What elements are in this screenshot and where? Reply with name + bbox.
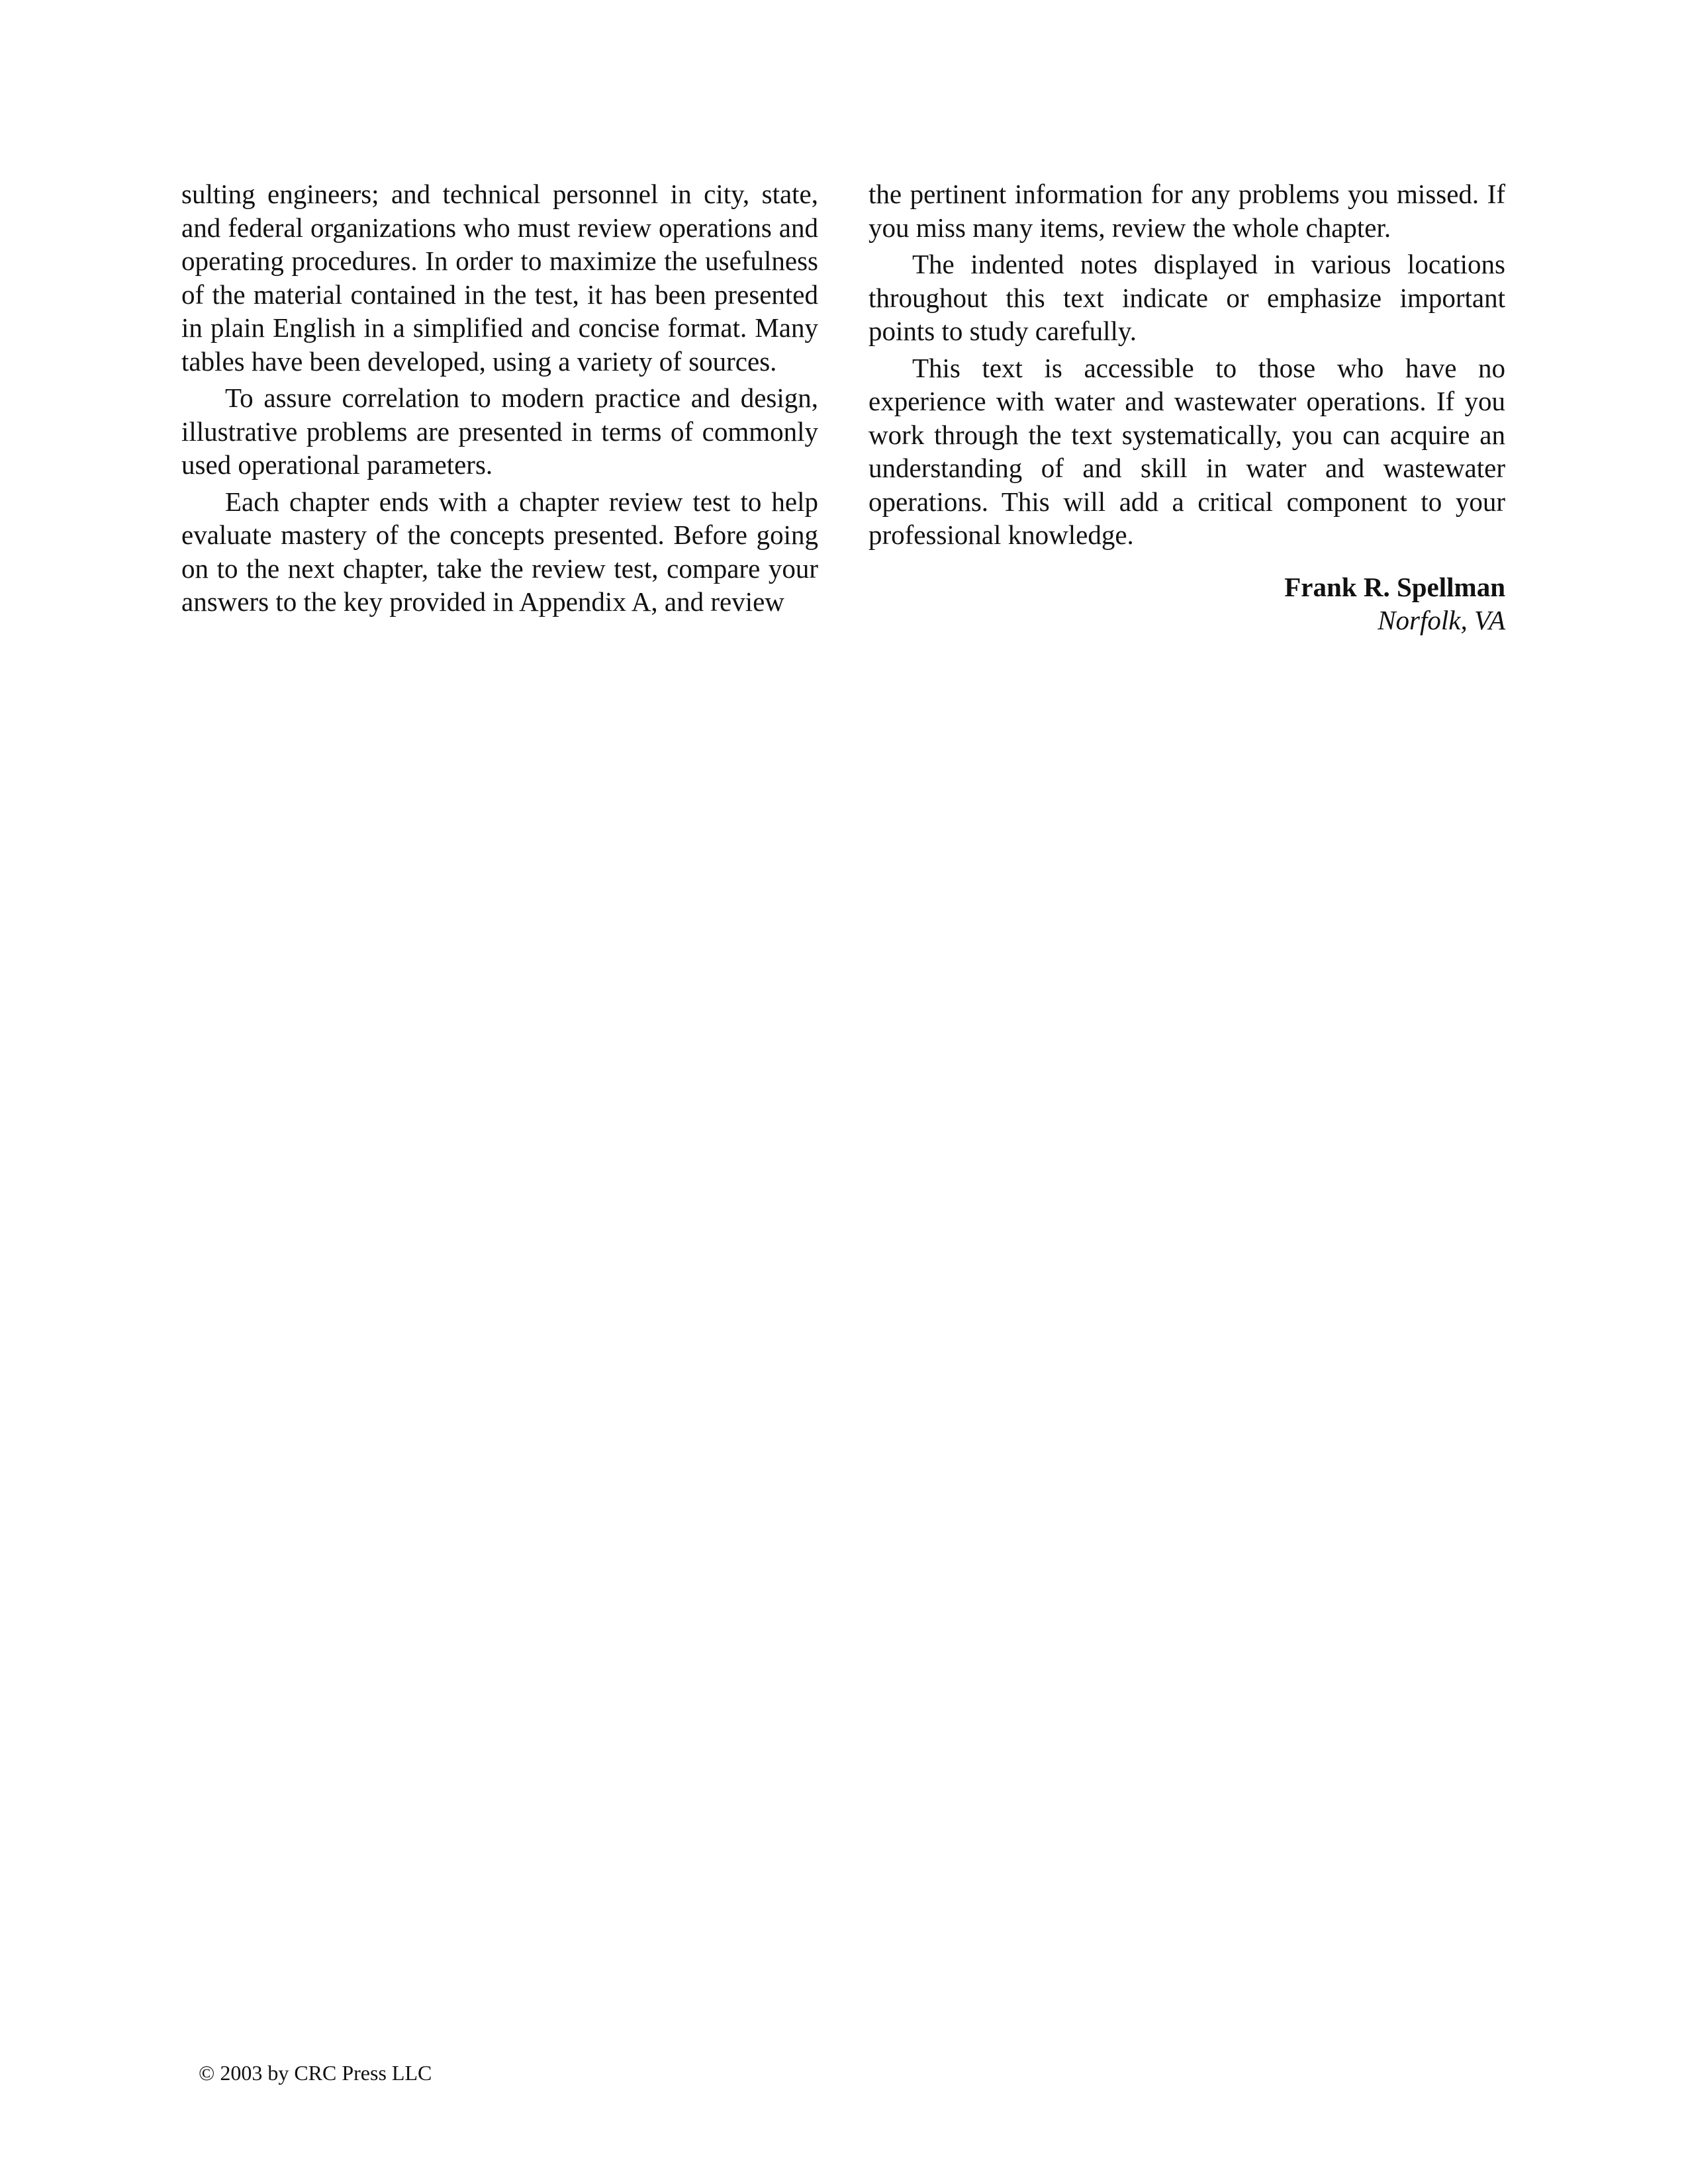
left-paragraph-1: sulting engineers; and technical personnel in city, state, and federal organizations who must review operations and operating procedures. In order to maximize the usefulness of the material contained in the test, it has been presented in plain English in a simplified and concise format. Many tables have been developed, using a variety of sources.	[181, 179, 818, 377]
right-column	[868, 177, 1505, 637]
right-paragraph-3: This text is accessible to those who have no experience with water and wastewater operations. If you work through the text systematically, you can acquire an understanding of and skill in water and wastewater operations. This will add a critical component to your professional knowledge.	[868, 352, 1505, 550]
author-signature	[868, 570, 1505, 637]
right-paragraph-1: the pertinent information for any problems you missed. If you miss many items, review the whole chapter.	[868, 179, 1505, 243]
author-name: Frank R. Spellman	[1284, 571, 1505, 602]
author-location: Norfolk, VA	[1378, 605, 1505, 635]
left-paragraph-3: Each chapter ends with a chapter review test to help evaluate mastery of the concepts presented. Before going on to the next chapter, take the review test, compare your answers to the key provided in Appendix A, and review	[181, 486, 818, 617]
right-paragraph-2: The indented notes displayed in various locations throughout this text indicate or emphasize important points to study carefully.	[868, 249, 1505, 346]
left-column	[181, 177, 818, 622]
left-paragraph-2: To assure correlation to modern practice and design, illustrative problems are presented in terms of commonly used operational parameters.	[181, 383, 818, 480]
copyright-footer: © 2003 by CRC Press LLC	[199, 2061, 432, 2085]
